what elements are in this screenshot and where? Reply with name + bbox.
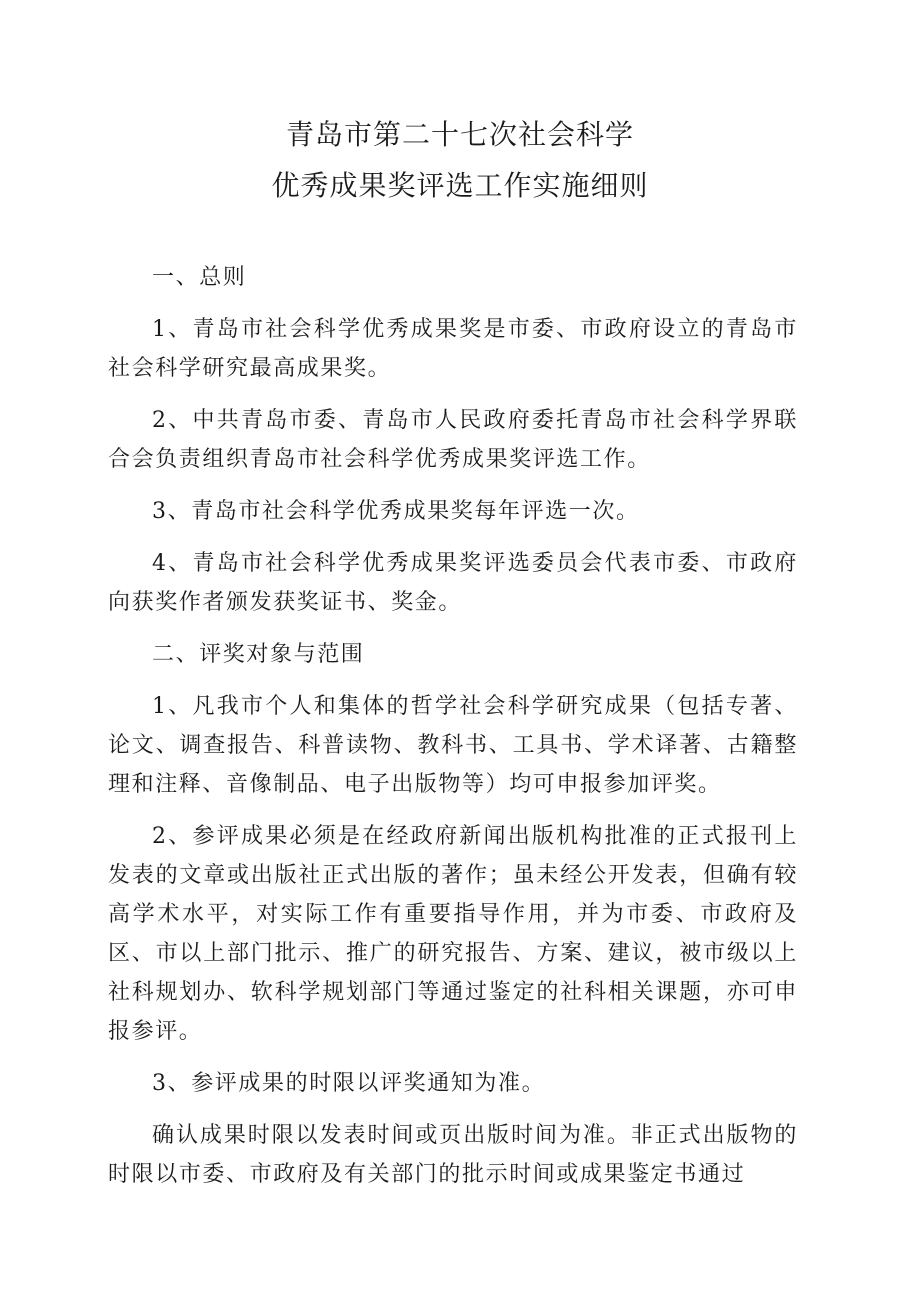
paragraph: 2、中共青岛市委、青岛市人民政府委托青岛市社会科学界联合会负责组织青岛市社会科学优秀成果奖评选工作。 (108, 408, 798, 472)
document-title-line-2: 优秀成果奖评选工作实施细则 (271, 169, 649, 202)
section-heading-scope: 二、评奖对象与范围 (152, 642, 365, 667)
paragraph: 确认成果时限以发表时间或页出版时间为准。非正式出版物的时限以市委、市政府及有关部门的批示时间或成果鉴定书通过 (108, 1123, 798, 1187)
paragraph: 4、青岛市社会科学优秀成果奖评选委员会代表市委、市政府向获奖作者颁发获奖证书、奖金。 (108, 551, 798, 615)
section-heading-general: 一、总则 (152, 265, 247, 290)
paragraph: 2、参评成果必须是在经政府新闻出版机构批准的正式报刊上发表的文章或出版社正式出版的著作；虽未经公开发表，但确有较高学术水平，对实际工作有重要指导作用，并为市委、市政府及区、市以上部门批示、推广的研究报告、方案、建议，被市级以上社科规划办、软科学规划部门等通过鉴定的社科相关课题，亦可申报参评。 (108, 824, 798, 1044)
paragraph: 1、青岛市社会科学优秀成果奖是市委、市政府设立的青岛市社会科学研究最高成果奖。 (108, 317, 798, 381)
document-title-line-1: 青岛市第二十七次社会科学 (285, 118, 634, 151)
paragraph: 3、参评成果的时限以评奖通知为准。 (152, 1071, 546, 1096)
paragraph: 1、凡我市个人和集体的哲学社会科学研究成果（包括专著、论文、调查报告、科普读物、教科书、工具书、学术译著、古籍整理和注释、音像制品、电子出版物等）均可申报参加评奖。 (108, 694, 798, 797)
document-body (108, 258, 798, 1207)
paragraph: 3、青岛市社会科学优秀成果奖每年评选一次。 (152, 499, 640, 524)
